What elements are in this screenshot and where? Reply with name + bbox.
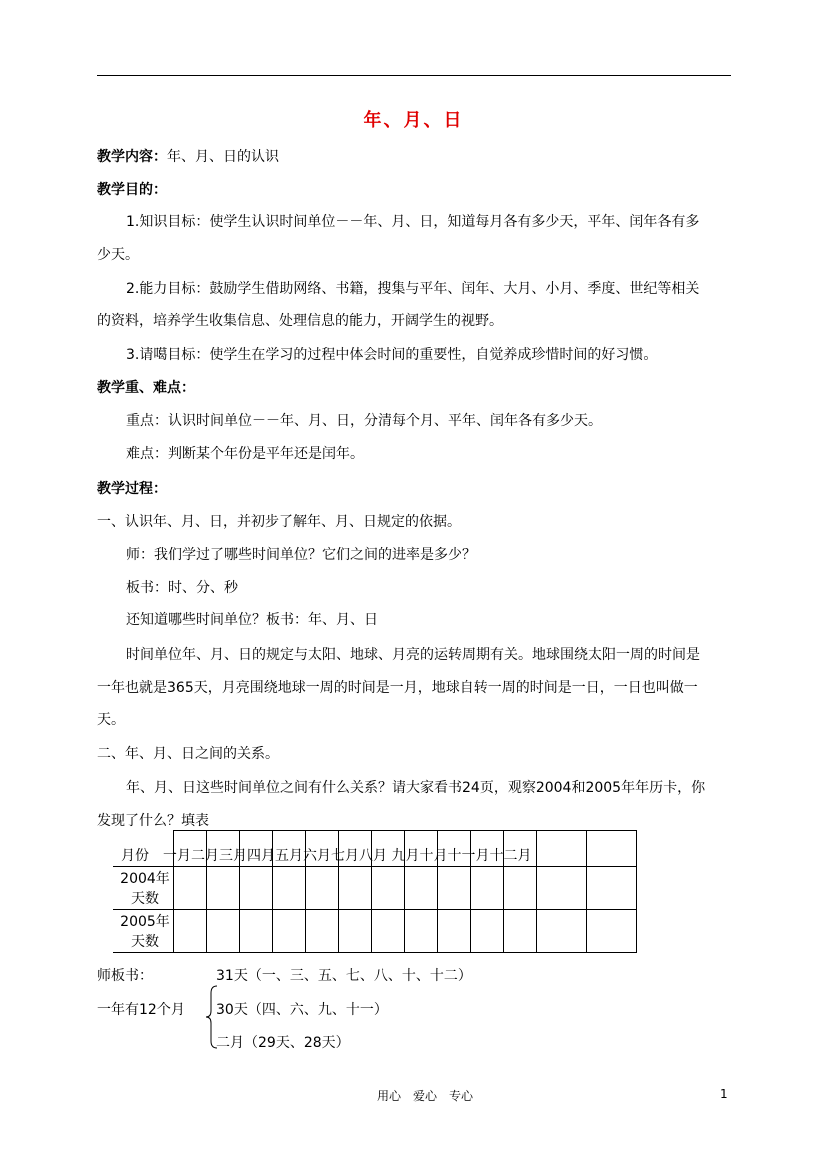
- footer-motto: 用心 爱心 专心: [377, 1089, 474, 1103]
- board-31-days: 31天（一、三、五、七、八、十、十二）: [216, 968, 472, 984]
- board-february: 二月（29天、28天）: [216, 1035, 350, 1051]
- goal2-line-b: 的资料，培养学生收集信息、处理信息的能力，开阔学生的视野。: [97, 313, 503, 329]
- page-title: 年、月、日: [363, 110, 464, 131]
- table-row: [113, 867, 636, 910]
- content-text: 年、月、日的认识: [167, 149, 279, 165]
- header-rule: [97, 75, 731, 76]
- section1-para-a: 时间单位年、月、日的规定与太阳、地球、月亮的运转周期有关。地球围绕太阳一周的时间是: [126, 647, 700, 663]
- board-label: 师板书：: [97, 968, 153, 984]
- process-heading: 教学过程：: [97, 481, 167, 497]
- board-30-days: 30天（四、六、九、十一）: [216, 1002, 388, 1018]
- goal2-line-a: 2.能力目标：鼓励学生借助网络、书籍，搜集与平年、闰年、大月、小月、季度、世纪等相关: [126, 281, 700, 297]
- goal1-line-a: 1.知识目标：使学生认识时间单位－－年、月、日，知道每月各有多少天，平年、闰年各有多: [126, 214, 700, 230]
- section2-para-a: 年、月、日这些时间单位之间有什么关系？请大家看书24页，观察2004和2005年年历卡，你: [126, 780, 706, 796]
- content-line: [97, 147, 279, 167]
- section1-para-c: 天。: [97, 712, 125, 728]
- content-label: 教学内容：: [97, 149, 167, 165]
- section2-para-b: 发现了什么？填表: [97, 813, 209, 829]
- section1-board-1: 板书：时、分、秒: [126, 580, 238, 596]
- key-heading: 教学重、难点：: [97, 380, 195, 396]
- table-row2-label: 2005年 天数: [120, 914, 170, 950]
- table-header-text: 月份 一月二月三月四月五月六月七月八月 九月十月十一月十二月: [121, 848, 532, 864]
- goals-heading: 教学目的：: [97, 182, 167, 198]
- table-row1-label: 2004年 天数: [120, 871, 170, 907]
- board-year: 一年有12个月: [97, 1002, 185, 1018]
- key-point: 重点：认识时间单位－－年、月、日，分清每个月、平年、闰年各有多少天。: [126, 413, 602, 429]
- section1-teacher: 师：我们学过了哪些时间单位？它们之间的进率是多少？: [126, 547, 476, 563]
- goal3-line: 3.请噶目标：使学生在学习的过程中体会时间的重要性，自觉养成珍惜时间的好习惯。: [126, 347, 658, 363]
- section1-title: 一、认识年、月、日，并初步了解年、月、日规定的依据。: [97, 514, 461, 530]
- section1-board-2: 还知道哪些时间单位？板书：年、月、日: [126, 612, 378, 628]
- difficult-point: 难点：判断某个年份是平年还是闰年。: [126, 446, 364, 462]
- goal1-line-b: 少天。: [97, 247, 139, 263]
- page-number: 1: [720, 1087, 728, 1101]
- section2-title: 二、年、月、日之间的关系。: [97, 746, 279, 762]
- section1-para-b: 一年也就是365天，月亮围绕地球一周的时间是一月，地球自转一周的时间是一日，一日也叫做一: [97, 680, 698, 696]
- table-row: [113, 910, 636, 953]
